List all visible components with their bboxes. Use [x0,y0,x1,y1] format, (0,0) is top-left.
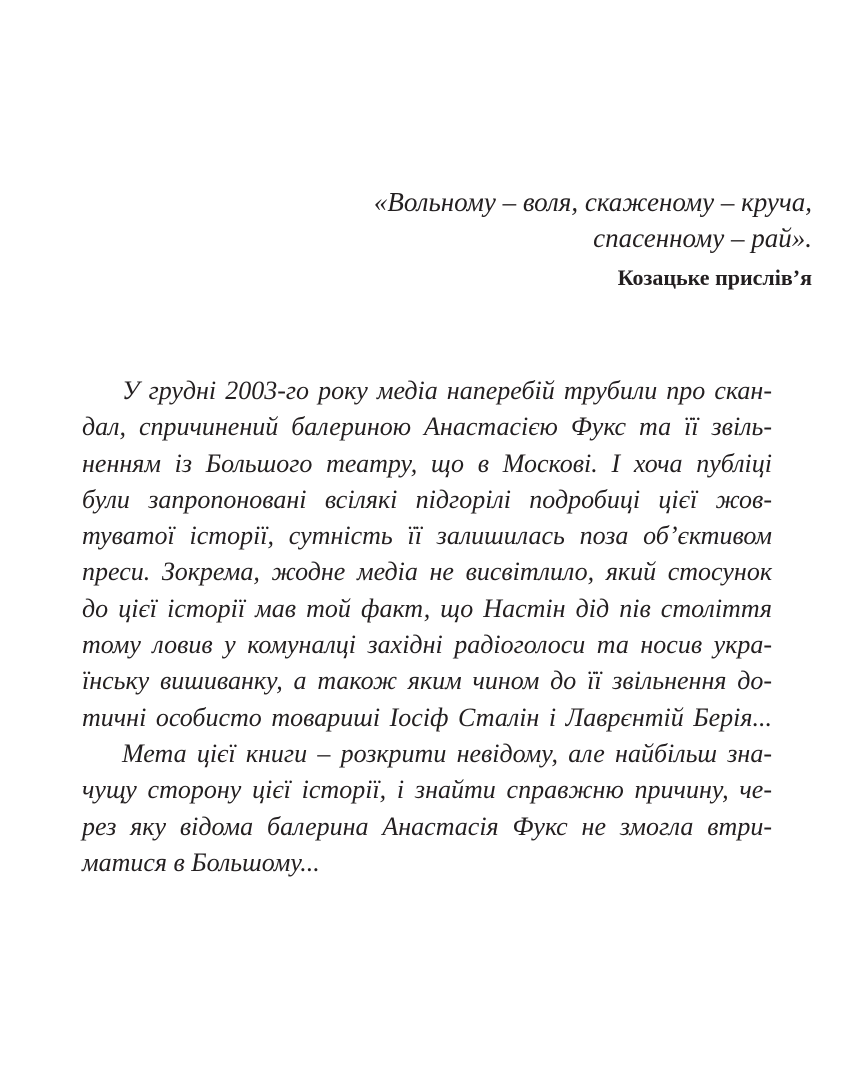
text-line: рез яку відома балерина Анастасія Фукс не змогла втри- [82,811,772,841]
body-text [82,373,772,881]
text-line: їнську вишиванку, а також яким чином до її звільнення до- [82,666,772,696]
text-line: тому ловив у комуналці західні радіоголоси та носив укра- [82,630,772,660]
epigraph-line: спасенному – рай». [593,223,812,253]
text-line: ненням із Большого театру, що в Москові. І хоча публіці [82,448,772,478]
epigraph [212,184,812,294]
paragraph [82,736,772,881]
text-line: преси. Зокрема, жодне медіа не висвітлило, який стосунок [82,557,772,587]
text-line: дал, спричинений балериною Анастасією Фукс та її звіль- [82,412,772,442]
text-line: У грудні 2003-го року медіа наперебій трубили про скан- [122,376,772,405]
text-line: туватої історії, сутність її залишилась поза об’єктивом [82,521,772,551]
paragraph [82,373,772,736]
epigraph-source: Козацьке прислів’я [617,265,812,290]
text-line: були запропоновані всілякі підгорілі подробиці цієї жов- [82,484,772,514]
text-line: Мета цієї книги – розкрити невідому, але найбільш зна- [122,738,772,768]
text-line: до цієї історії мав той факт, що Настін дід пів століття [82,593,772,623]
text-line: чущу сторону цієї історії, і знайти справжню причину, че- [82,775,772,805]
text-line: матися в Большому... [82,847,320,877]
epigraph-line: «Вольному – воля, скаженому – круча, [373,187,812,217]
text-line: тичні особисто товариші Іосіф Сталін і Лаврєнтій Берія... [82,702,772,732]
